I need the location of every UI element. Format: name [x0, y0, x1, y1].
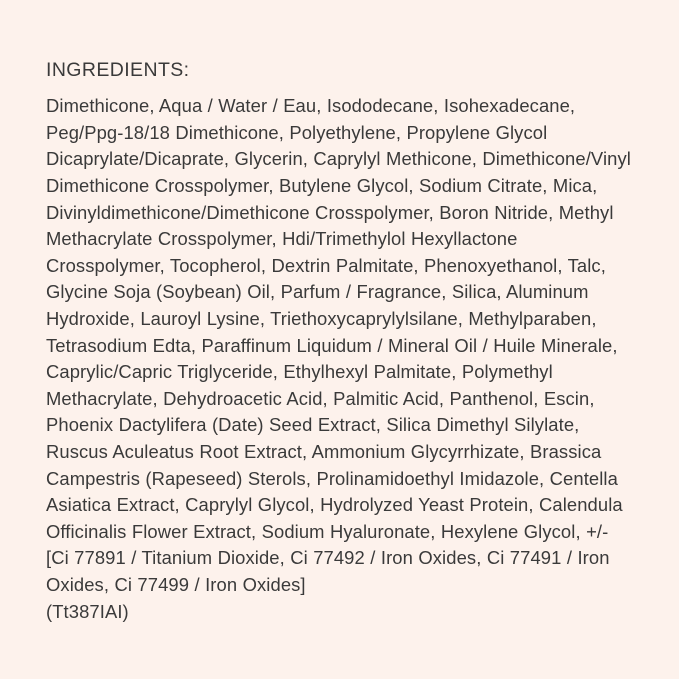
ingredients-heading: INGREDIENTS: — [46, 59, 190, 81]
ingredients-list-text: Dimethicone, Aqua / Water / Eau, Isododecane, Isohexadecane, Peg/Ppg-18/18 Dimethicone, Polyethylene, Propylene Glycol Dicaprylate/Dicaprate, Glycerin, Caprylyl Methicone, Dimethicone/Vinyl Dimethicone Crosspolymer, Butylene Glycol, Sodium Citrate, Mica, Divinyldimethicone/Dimethicone Crosspolymer, Boron Nitride, Methyl Methacrylate Crosspolymer, Hdi/Trimethylol Hexyllactone Crosspolymer, Tocopherol, Dextrin Palmitate, Phenoxyethanol, Talc, Glycine Soja (Soybean) Oil, Parfum / Fragrance, Silica, Aluminum Hydroxide, Lauroyl Lysine, Triethoxycaprylylsilane, Methylparaben, Tetrasodium Edta, Paraffinum Liquidum / Mineral Oil / Huile Minerale, Caprylic/Capric Triglyceride, Ethylhexyl Palmitate, Polymethyl Methacrylate, Dehydroacetic Acid, Palmitic Acid, Panthenol, Escin, Phoenix Dactylifera (Date) Seed Extract, Silica Dimethyl Silylate, Ruscus Aculeatus Root Extract, Ammonium Glycyrrhizate, Brassica Campestris (Rapeseed) Sterols, Prolinamidoethyl Imidazole, Centella Asiatica Extract, Caprylyl Glycol, Hydrolyzed Yeast Protein, Calendula Officinalis Flower Extract, Sodium Hyaluronate, Hexylene Glycol, +/- [Ci 77891 / Titanium Dioxide, Ci 77492 / Iron Oxides, Ci 77491 / Iron Oxides, Ci 77499 / Iron Oxides] — [46, 95, 631, 595]
batch-code-text: (Tt387IAI) — [46, 600, 129, 622]
